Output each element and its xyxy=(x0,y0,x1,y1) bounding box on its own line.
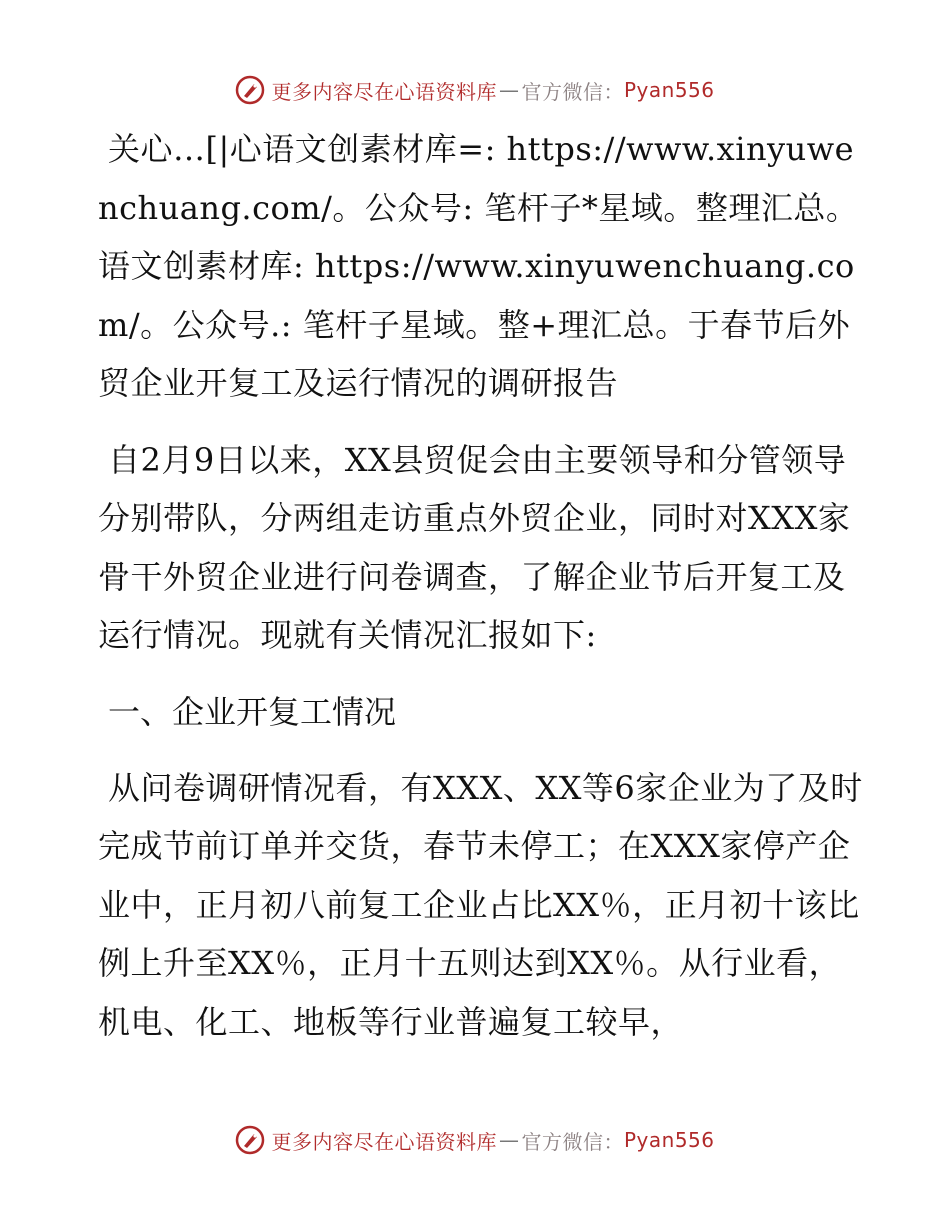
banner-wechat-label: 官方微信： xyxy=(521,1129,624,1154)
document-body xyxy=(98,120,868,1069)
paragraph-intro: 关心…[|心语文创素材库=: https://www.xinyuwenchuang.com/。公众号: 笔杆子*星域。整理汇总。语文创素材库: https://www.xinyuwenchuang.com/。公众号.: 笔杆子星域。整+理汇总。于春节后外贸企业开复工及运行情况的调研报告 xyxy=(98,130,859,402)
banner-separator: — xyxy=(498,1128,520,1152)
banner-text: 更多内容尽在心语资料库 xyxy=(271,1129,497,1154)
banner-text: 更多内容尽在心语资料库 xyxy=(271,79,497,104)
banner-wechat-id: Pyan556 xyxy=(623,1128,715,1152)
banner-wechat-id: Pyan556 xyxy=(623,78,715,102)
paragraph-section-body: 从问卷调研情况看，有XXX、XX等6家企业为了及时完成节前订单并交货，春节未停工；在XXX家停产企业中，正月初八前复工企业占比XX％，正月初十该比例上升至XX％，正月十五则达到XX％。从行业看，机电、化工、地板等行业普遍复工较早， xyxy=(98,768,863,1041)
paragraph-overview: 自2月9日以来，XX县贸促会由主要领导和分管领导分别带队，分两组走访重点外贸企业，同时对XXX家骨干外贸企业进行问卷调查，了解企业节后开复工及运行情况。现就有关情况汇报如下: xyxy=(98,440,851,654)
section-heading: 一、企业开复工情况 xyxy=(108,692,397,731)
pen-nib-logo-icon xyxy=(235,1125,265,1155)
banner-separator: — xyxy=(498,78,520,102)
footer-watermark-banner xyxy=(0,1120,950,1160)
banner-wechat-label: 官方微信： xyxy=(521,79,624,104)
header-watermark-banner xyxy=(0,70,950,110)
pen-nib-logo-icon xyxy=(235,75,265,105)
